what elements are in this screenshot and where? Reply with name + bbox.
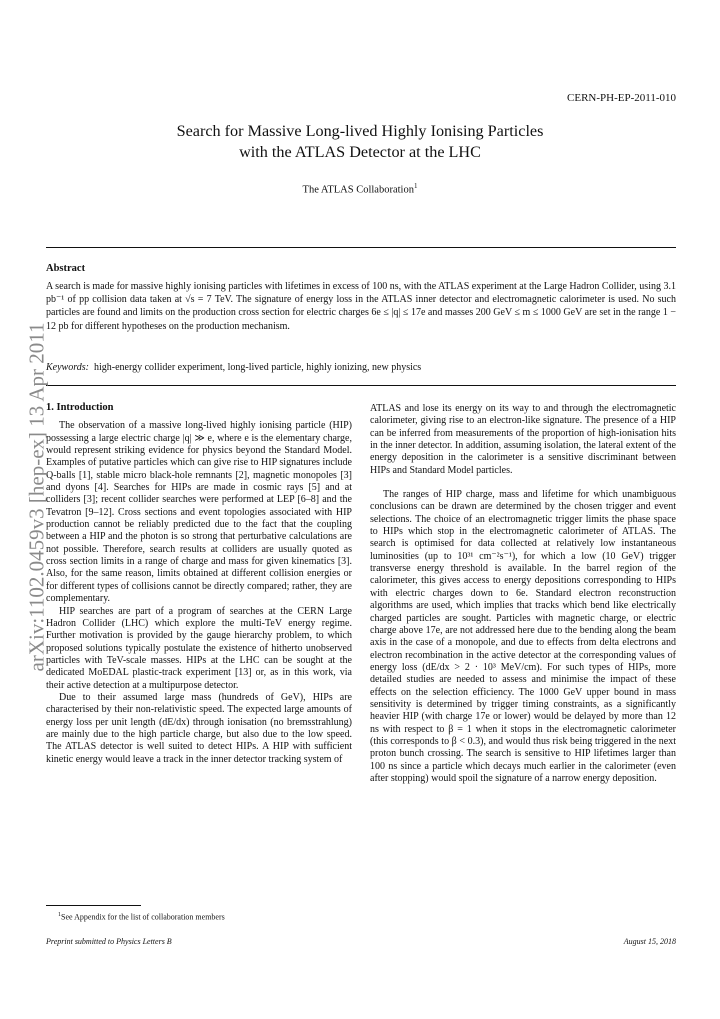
keywords-line <box>46 362 676 373</box>
abstract-heading: Abstract <box>46 263 86 274</box>
left-column <box>46 402 352 766</box>
paragraph: HIP searches are part of a program of searches at the CERN Large Hadron Collider (LHC) which explore the multi-TeV energy regime. Further motivation is provided by the gauge hierarchy problem, to which proposed solutions typically postulate the existence of hitherto unobserved particles with TeV-scale masses. HIPs at the LHC can be sought at the dedicated MoEDAL plastic-track experiment [13] or, as in this work, via their active detection at a multipurpose detector. <box>46 605 352 691</box>
footnote-mark: 1 <box>58 912 61 918</box>
footer-journal: Preprint submitted to Physics Letters B <box>46 937 172 946</box>
paragraph: Due to their assumed large mass (hundreds of GeV), HIPs are characterised by their non-relativistic speed. The expected large amounts of energy loss per unit length (dE/dx) through ionisation (no bremsstrahlung) are mainly due to the high particle charge, but also due to the low speed. The ATLAS detector is well suited to detect HIPs. A HIP with sufficient kinetic energy would leave a track in the inner detector tracking system of <box>46 691 352 765</box>
arxiv-stamp: arXiv:1102.0459v3 [hep-ex] 13 Apr 2011 <box>24 322 49 672</box>
paragraph-gap <box>370 477 676 489</box>
author-line <box>0 182 720 196</box>
paragraph: The observation of a massive long-lived highly ionising particle (HIP) possessing a large electric charge |q| ≫ e, where e is the elementary charge, would represent striking evidence for physics beyond the Standard Model. Examples of putative particles which can give rise to HIP signatures include Q-balls [1], stable micro black-hole remnants [2], magnetic monopoles [3] and dyons [4]. Searches for HIPs are made in cosmic rays [5] and at colliders [3]; recent collider searches were performed at LEP [6–8] and the Tevatron [9–12]. Cross sections and event topologies associated with HIP production cannot be reliably predicted due to the fact that the coupling between a HIP and the photon is so strong that perturbative calculations are not possible. Therefore, search results at colliders are usually quoted as cross section limits in a range of charge and mass for given kinematics [3]. Also, for the same reason, limits obtained at different collision energies or for different types of collisions cannot be directly compared; rather, they are complementary. <box>46 420 352 605</box>
author-footnote-mark: 1 <box>413 182 418 190</box>
paragraph: ATLAS and lose its energy on its way to and through the electromagnetic calorimeter, giving rise to an electron-like signature. The presence of a HIP can be inferred from measurements of the proportion of high-ionisation hits in the inner detector. In addition, assuming isolation, the lateral extent of the energy deposition in the calorimeter is a sensitive discriminant between HIPs and Standard Model particles. <box>370 403 676 476</box>
author-name: The ATLAS Collaboration <box>302 184 414 196</box>
paper-title <box>0 121 720 163</box>
footer-date: August 15, 2018 <box>623 937 676 946</box>
abstract-text: A search is made for massive highly ionising particles with lifetimes in excess of 100 ns, with the ATLAS experiment at the Large Hadron Collider, using 3.1 pb⁻¹ of pp collision data taken at √s = 7 TeV. The signature of energy loss in the ATLAS inner detector and electromagnetic calorimeter is used. No such particles are found and limits on the production cross section for electric charges 6e ≤ |q| ≤ 17e and masses 200 GeV ≤ m ≤ 1000 GeV are set in the range 1 − 12 pb for different hypotheses on the production mechanism. <box>46 281 676 332</box>
paragraph: The ranges of HIP charge, mass and lifetime for which unambiguous conclusions can be drawn are determined by the chosen trigger and event selections. The choice of an electromagnetic trigger limits the phase space to HIPs which stop in the electromagnetic calorimeter of ATLAS. The search is optimised for data collected at relatively low instantaneous luminosities (up to 10³¹ cm⁻²s⁻¹), for which a low (10 GeV) trigger transverse energy threshold is available. In the barrel region of the calorimeter, this gives access to energy depositions corresponding to HIPs with electric charges down to 6e. Standard electron reconstruction algorithms are used, which implies that tracks which bend like electrically charged particles are sought. Particles with magnetic charge, or electric charge above 17e, are not addressed here due to the bending along the beam axis in the case of a monopole, and due to effects from delta electrons and electron recombination in the active detector at the corresponding values of energy loss (dE/dx > 2 · 10³ MeV/cm). For such types of HIPs, more detailed studies are needed to assess and minimise the impact of these effects on the selection efficiency. The 1000 GeV upper bound in mass sensitivity is determined by trigger timing constraints, as a significantly heavier HIP (with charge 17e or lower) would be delayed by more than 12 ns with respect to β = 1 when it stops in the electromagnetic calorimeter (this corresponds to β < 0.3), and would thus risk being triggered in the next proton bunch crossing. The search is sensitive to HIP lifetimes larger than 100 ns since a particle which decays much earlier in the calorimeter (even after stopping) would spoil the signature of a narrow energy deposition. <box>370 489 676 784</box>
paper-title-line-2: with the ATLAS Detector at the LHC <box>239 143 481 161</box>
section-heading-introduction: 1. Introduction <box>46 402 114 413</box>
right-column <box>370 403 676 785</box>
keywords-text: high-energy collider experiment, long-lived particle, highly ionizing, new physics <box>93 362 422 373</box>
report-number: CERN-PH-EP-2011-010 <box>567 92 676 104</box>
footnote <box>58 912 225 922</box>
footnote-rule <box>46 905 141 906</box>
paper-title-line-1: Search for Massive Long-lived Highly Ionising Particles <box>176 122 544 140</box>
footnote-text: See Appendix for the list of collaboration members <box>61 912 225 922</box>
abstract-bottom-rule <box>46 385 676 386</box>
keywords-label: Keywords: <box>46 362 89 373</box>
top-rule <box>46 247 676 248</box>
